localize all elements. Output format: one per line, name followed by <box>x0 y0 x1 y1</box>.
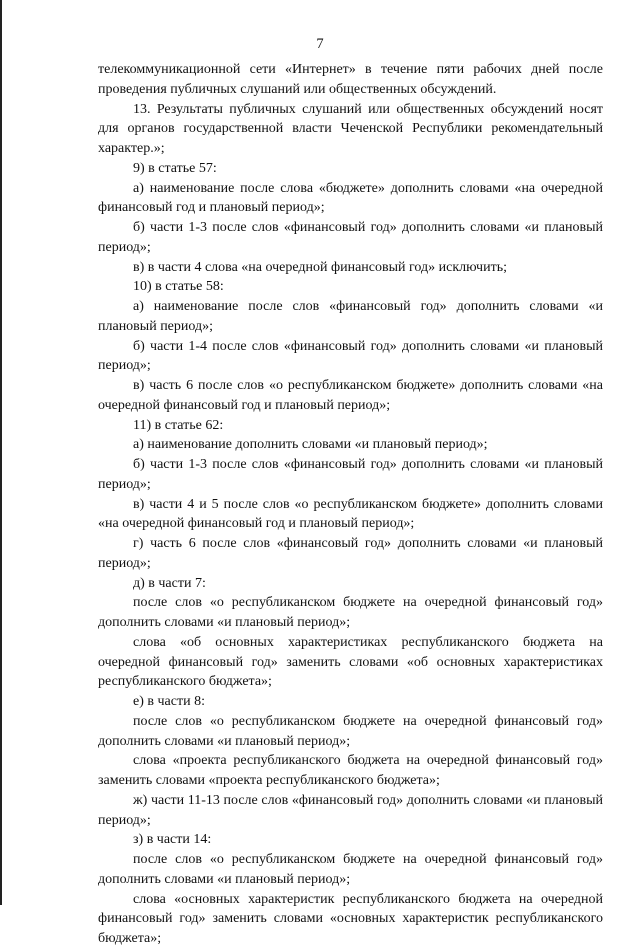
scan-edge-line <box>0 0 2 905</box>
paragraph-continuation: телекоммуникационной сети «Интернет» в течение пяти рабочих дней после проведения публичных слушаний или общественных обсуждений. <box>98 62 603 97</box>
paragraph-item: д) в части 7: <box>133 575 206 591</box>
paragraph: б) части 1-4 после слов «финансовый год» дополнить словами «и плановый период»; <box>98 338 603 374</box>
paragraph-item: 11) в статье 62: <box>133 417 224 433</box>
paragraph: 13. Результаты публичных слушаний или общественных обсуждений носят для органов государственной власти Чеченской Республики рекомендательный характер.»; <box>98 101 603 156</box>
paragraph: б) части 1-3 после слов «финансовый год» дополнить словами «и плановый период»; <box>98 220 603 255</box>
paragraph-item: з) в части 14: <box>133 832 212 848</box>
paragraph-item: 9) в статье 57: <box>133 160 217 176</box>
paragraph: а) наименование дополнить словами «и плановый период»; <box>133 437 488 453</box>
paragraph: после слов «о республиканском бюджете на очередной финансовый год» дополнить словами «и плановый период»; <box>98 713 603 749</box>
paragraph: а) наименование после слов «финансовый год» дополнить словами «и плановый период»; <box>98 299 603 334</box>
paragraph: ж) части 11-13 после слов «финансовый год» дополнить словами «и плановый период»; <box>98 792 603 828</box>
paragraph: слова «проекта республиканского бюджета на очередной финансовый год» заменить словами «проекта республиканского бюджета»; <box>98 753 603 788</box>
paragraph: в) части 4 и 5 после слов «о республиканском бюджете» дополнить словами «на очередной финансовый год и плановый период»; <box>98 496 603 532</box>
paragraph: в) в части 4 слова «на очередной финансовый год» исключить; <box>133 259 507 275</box>
paragraph: после слов «о республиканском бюджете на очередной финансовый год» дополнить словами «и плановый период»; <box>98 852 603 887</box>
paragraph: слова «об основных характеристиках республиканского бюджета на очередной финансовый год» заменить словами «об основных характеристиках республиканского бюджета»; <box>98 634 603 690</box>
page-number: 7 <box>316 36 324 52</box>
paragraph: г) часть 6 после слов «финансовый год» дополнить словами «и плановый период»; <box>98 536 603 571</box>
paragraph: слова «основных характеристик республиканского бюджета на очередной финансовый год» заменить словами «основных характеристик республиканского бюджета»; <box>98 891 603 946</box>
document-body <box>98 60 603 949</box>
paragraph: после слов «о республиканском бюджете на очередной финансовый год» дополнить словами «и плановый период»; <box>98 595 603 630</box>
paragraph: а) наименование после слова «бюджете» дополнить словами «на очередной финансовый год и плановый период»; <box>98 180 603 216</box>
paragraph-item: 10) в статье 58: <box>133 279 224 295</box>
paragraph: б) части 1-3 после слов «финансовый год» дополнить словами «и плановый период»; <box>98 457 603 492</box>
paragraph-item: е) в части 8: <box>133 694 205 709</box>
paragraph: в) часть 6 после слов «о республиканском бюджете» дополнить словами «на очередной финансовый год и плановый период»; <box>98 378 603 413</box>
